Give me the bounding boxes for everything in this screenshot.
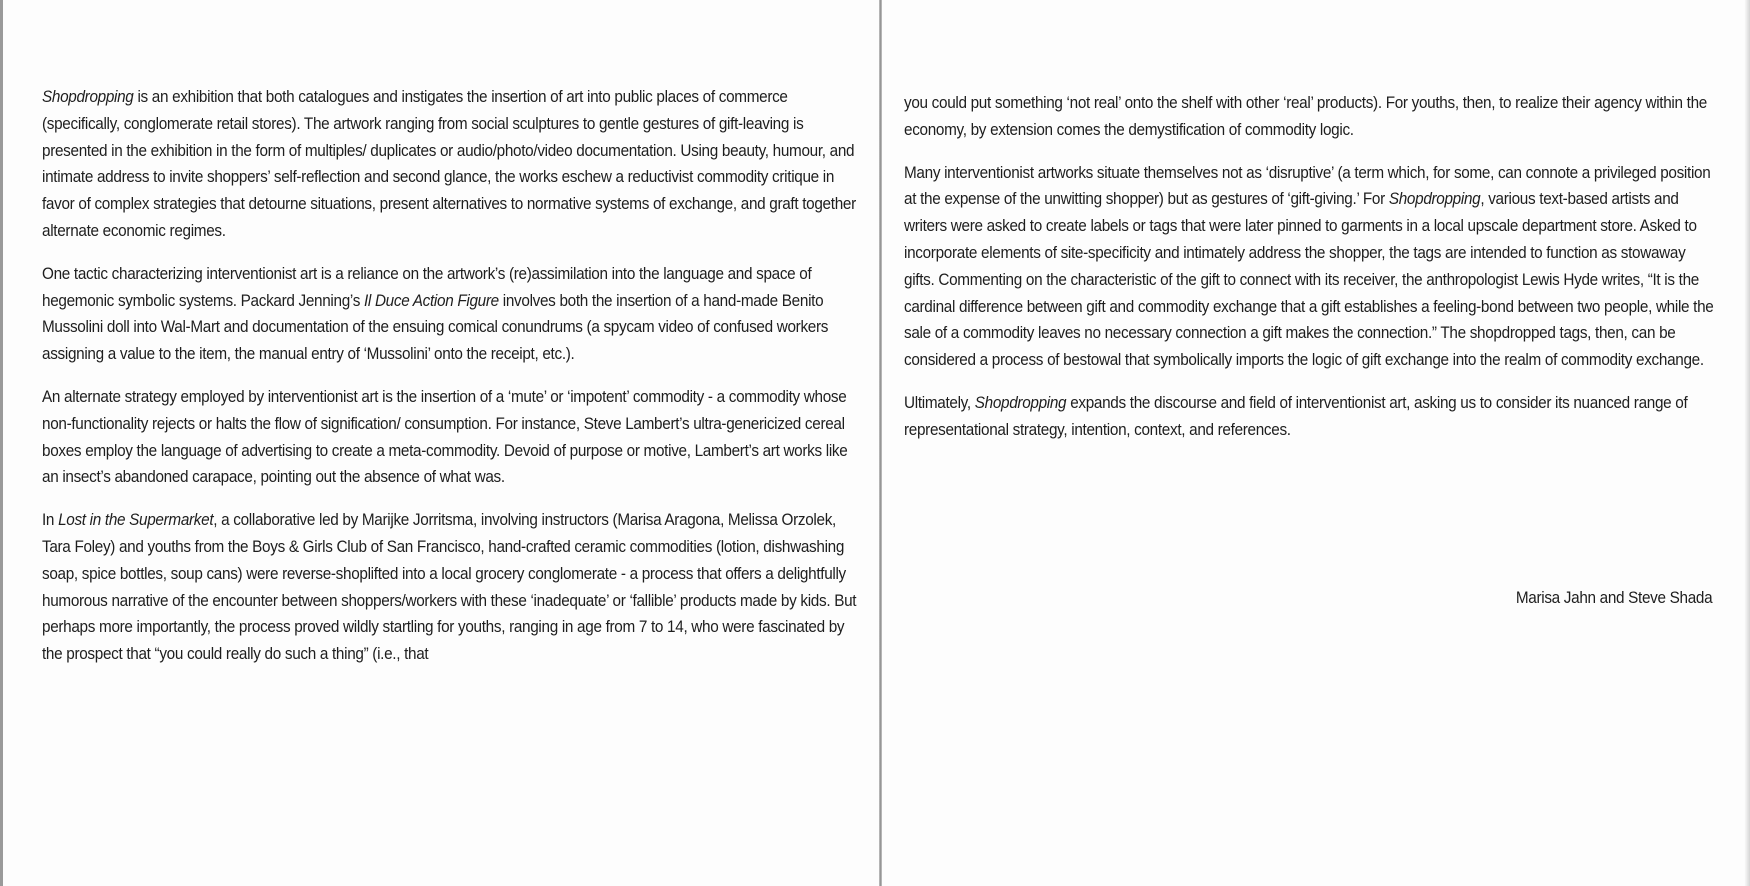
author-signature [904, 586, 1712, 610]
text-run: In [42, 510, 59, 530]
right-paragraph-1 [904, 90, 1717, 144]
text-run: , a collaborative led by Marijke Jorritsma, involving instructors (Marisa Aragona, Melissa Orzolek, Tara Foley) and youths from the Boys & Girls Club of San Francisco, hand-crafted ceramic commodities (lotion, dishwashing soap, spice bottles, soup cans) were reverse-shoplifted into a local grocery conglomerate - a process that offers a delightfully humorous narrative of the encounter between shoppers/workers with these ‘inadequate’ or ‘fallible’ products made by kids. But perhaps more importantly, the process proved wildly startling for youths, ranging in age from 7 to 14, who were fascinated by the prospect that “you could really do such a thing” (i.e., that [42, 510, 857, 664]
text-run: Many interventionist artworks situate themselves not as ‘disruptive’ (a term which, for some, can connote a privileged position at the expense of the unwitting shopper) but as gestures of ‘gift-giving.’ For [904, 162, 1711, 209]
right-page-edge [1744, 0, 1750, 886]
left-page-edge [0, 0, 3, 886]
text-run: Shopdropping [974, 392, 1067, 412]
right-paragraph-3 [904, 390, 1717, 444]
left-paragraph-1 [42, 84, 861, 245]
left-page [42, 84, 862, 684]
text-run: Lost in the Supermarket [58, 510, 214, 530]
left-paragraph-3 [42, 384, 861, 491]
left-paragraph-2 [42, 261, 861, 368]
text-run: , various text-based artists and writers were asked to create labels or tags that were later pinned to garments in a local upscale department store. Asked to incorporate elements of site-specificity and intimately address the shopper, the tags are intended to function as stowaway gifts. Commenting on the characteristic of the gift to connect with its receiver, the anthropologist Lewis Hyde writes, “It is the cardinal difference between gift and commodity exchange that a gift establishes a feeling-bond between two people, while the sale of a commodity leaves no necessary connection a gift makes the connection.” The shopdropped tags, then, can be considered a process of bestowal that symbolically imports the logic of gift exchange into the realm of commodity exchange. [904, 189, 1714, 370]
right-page [904, 90, 1714, 460]
text-run: One tactic characterizing interventionist art is a reliance on the artwork’s (re)assimilation into the language and space of hegemonic symbolic systems. Packard Jenning’s [42, 263, 812, 310]
text-run: Shopdropping [42, 87, 134, 106]
right-paragraph-2 [904, 160, 1717, 374]
text-run: involves both the insertion of a hand-made Benito Mussolini doll into Wal-Mart and documentation of the ensuing comical conundrums (a spycam video of confused workers assigning a value to the item, the manual entry of ‘Mussolini’ onto the receipt, etc.). [42, 290, 829, 364]
text-run: is an exhibition that both catalogues and instigates the insertion of art into public places of commerce (specifically, conglomerate retail stores). The artwork ranging from social sculptures to gentle gestures of gift-leaving is presented in the exhibition in the form of multiples/ duplicates or audio/photo/video documentation. Using beauty, humour, and intimate address to invite shoppers’ self-reflection and second glance, the works eschew a reductivist commodity critique in favor of complex strategies that detourne situations, present alternatives to normative systems of exchange, and graft together alternate economic regimes. [42, 87, 856, 240]
text-run: Ultimately, [904, 392, 975, 412]
left-paragraph-4 [42, 507, 861, 668]
book-gutter [879, 0, 882, 886]
text-run: Shopdropping [1388, 189, 1481, 209]
text-run: An alternate strategy employed by interventionist art is the insertion of a ‘mute’ or ‘impotent’ commodity - a commodity whose non-functionality rejects or halts the flow of signification/ consumption. For instance, Steve Lambert’s ultra-genericized cereal boxes employ the language of advertising to create a meta-commodity. Devoid of purpose or motive, Lambert’s art works like an insect’s abandoned carapace, pointing out the absence of what was. [42, 386, 848, 487]
text-run: expands the discourse and field of interventionist art, asking us to consider its nuanced range of representational strategy, intention, context, and references. [904, 392, 1688, 439]
text-run: Il Duce Action Figure [363, 290, 499, 310]
signature-text: Marisa Jahn and Steve Shada [1515, 588, 1712, 607]
text-run: you could put something ‘not real’ onto the shelf with other ‘real’ products). For youths, then, to realize their agency within the economy, by extension comes the demystification of commodity logic. [904, 93, 1707, 139]
